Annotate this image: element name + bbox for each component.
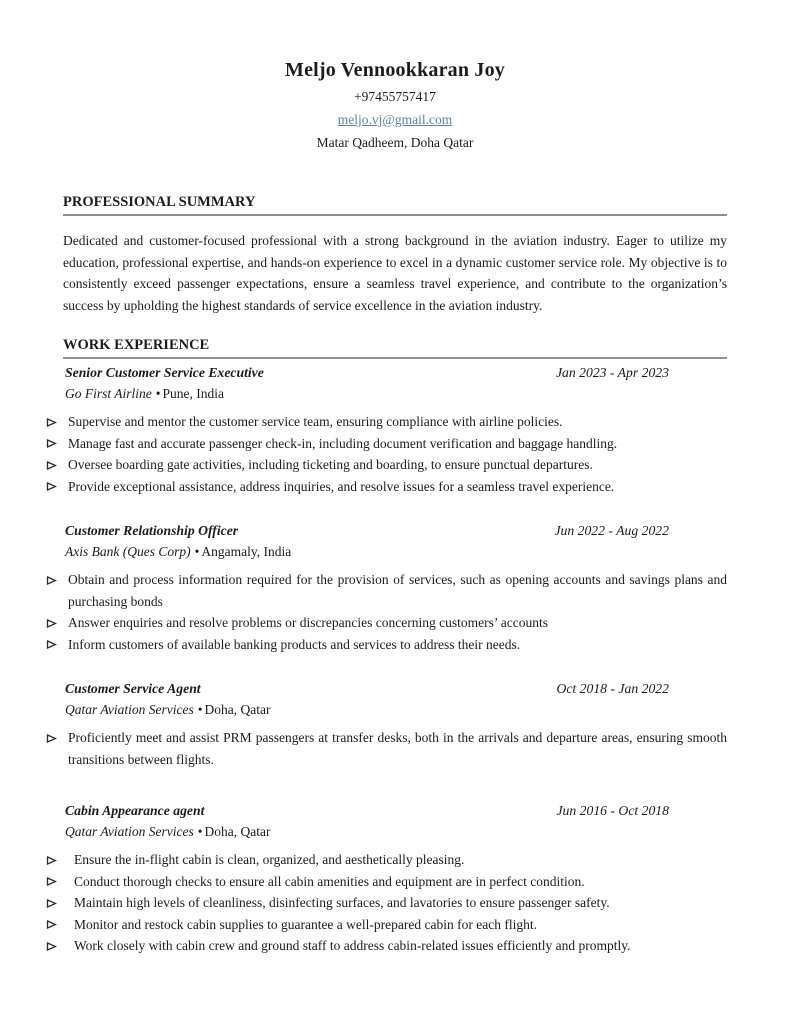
job-bullet-list <box>63 411 727 497</box>
job-title-row <box>63 363 727 383</box>
job-company-line <box>63 542 727 562</box>
job-entry-cabin-appearance-agent <box>63 801 727 957</box>
job-title-row <box>63 679 727 699</box>
bullet-item <box>63 634 727 656</box>
bullet-text: Obtain and process information required for the provision of services, such as opening accounts and savings plans and purchasing bonds <box>68 572 727 609</box>
bullet-arrow-icon <box>46 438 57 449</box>
bullet-arrow-icon <box>46 876 57 887</box>
summary-heading: PROFESSIONAL SUMMARY <box>63 193 727 216</box>
company-separator: • <box>194 544 200 559</box>
job-company-line <box>63 822 727 842</box>
bullet-arrow-icon <box>46 898 57 909</box>
bullet-item <box>63 871 727 893</box>
job-location: Pune, India <box>162 386 224 401</box>
bullet-arrow-icon <box>46 618 57 629</box>
experience-section <box>63 336 727 957</box>
job-dates: Jun 2022 - Aug 2022 <box>554 523 669 538</box>
bullet-arrow-icon <box>46 575 57 586</box>
bullet-text: Conduct thorough checks to ensure all cabin amenities and equipment are in perfect condition. <box>74 873 585 889</box>
company-separator: • <box>155 386 161 401</box>
bullet-text: Inform customers of available banking products and services to address their needs. <box>68 636 521 652</box>
email-link[interactable]: meljo.vj@gmail.com <box>337 112 453 127</box>
bullet-text: Manage fast and accurate passenger check-in, including document verification and baggage handling. <box>68 435 618 451</box>
bullet-item <box>63 914 727 936</box>
bullet-text: Ensure the in-flight cabin is clean, organized, and aesthetically pleasing. <box>74 852 465 867</box>
job-bullet-list <box>63 849 727 957</box>
bullet-arrow-icon <box>46 460 57 471</box>
job-dates: Jan 2023 - Apr 2023 <box>555 365 669 380</box>
bullet-arrow-icon <box>46 639 57 650</box>
company-separator: • <box>197 702 203 717</box>
bullet-text: Oversee boarding gate activities, including ticketing and boarding, to ensure punctual departures. <box>68 457 593 472</box>
job-company-line <box>63 384 727 404</box>
bullet-item <box>63 569 727 612</box>
job-entry-senior-customer-service-executive <box>63 363 727 497</box>
job-dates: Jun 2016 - Oct 2018 <box>556 803 669 818</box>
bullet-arrow-icon <box>46 417 57 428</box>
company-name: Axis Bank (Ques Corp) <box>65 544 191 559</box>
job-bullet-list <box>63 727 727 770</box>
bullet-item <box>63 612 727 634</box>
summary-section <box>63 193 727 316</box>
bullet-item <box>63 935 727 957</box>
bullet-text: Proficiently meet and assist PRM passengers at transfer desks, both in the arrivals and departure areas, ensuring smooth transitions between flights. <box>68 730 727 767</box>
job-title: Senior Customer Service Executive <box>65 365 264 380</box>
bullet-text: Work closely with cabin crew and ground staff to address cabin-related issues efficiently and promptly. <box>74 938 631 953</box>
address-line: Matar Qadheem, Doha Qatar <box>316 135 474 150</box>
email-line <box>63 111 727 128</box>
candidate-name: Meljo Vennookkaran Joy <box>285 59 505 81</box>
bullet-text: Maintain high levels of cleanliness, disinfecting surfaces, and lavatories to ensure passenger safety. <box>74 895 610 910</box>
summary-paragraph: Dedicated and customer-focused professional with a strong background in the aviation industry. Eager to utilize my education, professional expertise, and hands-on experience to excel in a dynamic customer service role. My objective is to consistently exceed passenger expectations, ensure a seamless travel experience, and contribute to the organization’s success by upholding the highest standards of service excellence in the aviation industry. <box>63 233 727 313</box>
job-location: Doha, Qatar <box>204 702 271 717</box>
bullet-arrow-icon <box>46 481 57 492</box>
experience-heading: WORK EXPERIENCE <box>63 336 727 359</box>
bullet-text: Monitor and restock cabin supplies to guarantee a well-prepared cabin for each flight. <box>74 916 537 932</box>
bullet-item <box>63 849 727 871</box>
job-title: Customer Service Agent <box>65 681 201 696</box>
job-title-row <box>63 801 727 821</box>
job-title-row <box>63 521 727 541</box>
phone-number: +97455757417 <box>354 89 436 104</box>
job-title: Cabin Appearance agent <box>65 803 205 818</box>
job-location: Angamaly, India <box>201 544 292 559</box>
bullet-item <box>63 892 727 914</box>
resume-header <box>63 58 727 151</box>
company-name: Qatar Aviation Services <box>65 702 194 717</box>
job-location: Doha, Qatar <box>204 824 271 839</box>
job-company-line <box>63 700 727 720</box>
bullet-text: Provide exceptional assistance, address inquiries, and resolve issues for a seamless travel experience. <box>68 478 615 494</box>
bullet-item <box>63 454 727 476</box>
bullet-arrow-icon <box>46 855 57 866</box>
job-entry-customer-service-agent <box>63 679 727 770</box>
bullet-arrow-icon <box>46 941 57 952</box>
bullet-item <box>63 433 727 455</box>
bullet-arrow-icon <box>46 733 57 744</box>
bullet-text: Supervise and mentor the customer service team, ensuring compliance with airline policies. <box>68 414 563 429</box>
company-name: Qatar Aviation Services <box>65 824 194 839</box>
bullet-item <box>63 727 727 770</box>
job-dates: Oct 2018 - Jan 2022 <box>556 681 669 696</box>
company-separator: • <box>197 824 203 839</box>
job-entry-customer-relationship-officer <box>63 521 727 655</box>
bullet-item <box>63 411 727 433</box>
bullet-arrow-icon <box>46 919 57 930</box>
bullet-text: Answer enquiries and resolve problems or discrepancies concerning customers’ accounts <box>68 615 548 630</box>
job-title: Customer Relationship Officer <box>65 523 239 538</box>
bullet-item <box>63 476 727 498</box>
company-name: Go First Airline <box>65 386 152 401</box>
job-bullet-list <box>63 569 727 655</box>
